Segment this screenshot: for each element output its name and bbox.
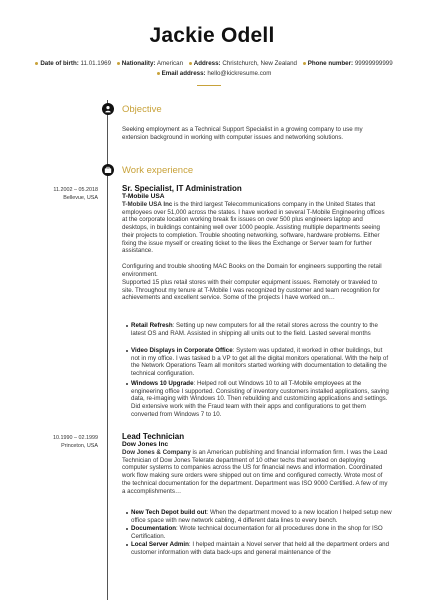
job-paragraph: Supported 15 plus retail stores with their computer equipment issues. Remotely or traveled to site. Throughout my tenure at T-Mobile I was recognized by customer and team recognition for achievements and excellent service. Some of the projects I have worked on…	[122, 279, 381, 302]
nationality-value: American	[156, 60, 184, 67]
job-location: Princeton, USA	[61, 443, 98, 449]
list-item-title: Windows 10 Upgrade	[131, 380, 194, 387]
briefcase-icon	[102, 164, 114, 176]
bullet-dot	[303, 62, 306, 65]
job-title: Lead Technician	[122, 432, 185, 441]
dob-label: Date of birth:	[40, 60, 79, 67]
list-item-text: : System was updated, it worked in other buildings, but not in my office. I was tasked b a VP to get all the digital monitors operational. With the help of the Network Operations Team all monitors started working with documentation to detailing the technical configuration.	[131, 347, 389, 378]
list-item-title: Retail Refresh	[131, 322, 173, 329]
email-value[interactable]: hello@kickresume.com	[207, 70, 272, 77]
job-location: Bellevue, USA	[63, 195, 98, 201]
phone-value: 99999999999	[354, 60, 393, 67]
list-item-title: Local Server Admin	[131, 541, 189, 548]
contact-line-1	[0, 60, 424, 67]
list-item	[131, 509, 392, 524]
list-item-text: : Helped roll out Windows 10 to all T-Mobile employees at the engineering office I supported. Consisting of inventory customers installed applications, saving data, re-imaging with Windows 10. Then rebuilding and customizing applications and settings. Did extensive work with the Fraud team with their apps and configurations to get them converted from Windows 7 to 10.	[131, 380, 389, 418]
bullet-dot	[117, 62, 120, 65]
list-bullet	[126, 528, 130, 532]
list-item-title: New Tech Depot build out	[131, 509, 207, 516]
list-bullet	[126, 544, 130, 548]
list-bullet	[126, 350, 130, 354]
list-item	[131, 541, 392, 556]
job-paragraph: Configuring and trouble shooting MAC Books on the Domain for engineers supporting the retail environment.	[122, 263, 382, 278]
list-item-title: Documentation	[131, 525, 177, 532]
list-item	[131, 525, 392, 540]
candidate-name: Jackie Odell	[149, 24, 275, 47]
nationality-label: Nationality:	[121, 60, 156, 67]
dob-value: 11.01.1969	[80, 60, 112, 67]
bullet-dot	[157, 72, 160, 75]
list-item	[131, 380, 392, 419]
objective-heading: Objective	[122, 104, 162, 115]
bullet-dot	[35, 62, 38, 65]
address-value: Christchurch, New Zealand	[222, 60, 297, 67]
list-item	[131, 347, 392, 378]
bullet-dot	[189, 62, 192, 65]
list-item-text: : Setting up new computers for all the retail stores across the country to the latest OS and RAM. Assisted in shipping all units out to the field. Lasted several months	[131, 322, 378, 337]
list-bullet	[126, 325, 130, 329]
job-dates: 10.1990 – 02.1999	[53, 435, 98, 441]
list-item	[131, 322, 392, 337]
header-divider	[197, 85, 221, 86]
job-company: T-Mobile USA	[122, 193, 165, 200]
list-item-text: : I helped maintain a Novel server that held all the department orders and customer information with data back-ups and general maintenance of the	[131, 541, 390, 556]
job-dates: 11.2002 – 05.2018	[53, 187, 98, 193]
job-company: Dow Jones Inc	[122, 441, 169, 448]
list-bullet	[126, 512, 130, 516]
company-lead: T-Mobile USA Inc	[122, 201, 173, 208]
list-bullet	[126, 383, 130, 387]
company-lead: Dow Jones & Company	[122, 449, 191, 456]
person-icon	[102, 103, 114, 115]
job-description-text: is an American publishing and financial information firm. I was the Lead Technician of Dow Jones Telerate department of 10 other techs that worked on deploying computer systems to companies across the US for financial news and information. Coordinated work flow making sure orders were shipped out on time and configured correctly. Wrote most of the technical documentation for the department. Department was ISO 9000 Certified. A few of my a accomplishments…	[122, 449, 388, 495]
address-label: Address:	[193, 60, 221, 67]
list-item-text: : Wrote technical documentation for all procedures done in the shop for ISO Certification.	[131, 525, 383, 540]
job-description	[122, 201, 390, 255]
job-title: Sr. Specialist, IT Administration	[122, 184, 242, 193]
objective-text: Seeking employment as a Technical Support Specialist in a growing company to use my extension background in working with computer issues and networking solutions.	[122, 126, 363, 141]
list-item-text: : When the department moved to a new location I helped setup new office space with new network cabling, 4 different data lines to every bench.	[131, 509, 392, 524]
email-label: Email address:	[161, 70, 206, 77]
contact-line-2	[0, 70, 424, 77]
job-description-text: is the third largest Telecommunications company in the United States that employees over 51,000 across the states. I have worked in several T-Mobile Engineering offices at the corporate location working break fix issues on over 500 plus engineers laptop and desktops, in buildings containing well over 1000 people. Assisting multiple departments seeing their projects to completion. Trouble shooting networking, software, hardware problems. Either fixing the issue myself or creating ticket to the likes the Exchange or Server team for further assistance.	[122, 201, 385, 255]
work-heading: Work experience	[122, 165, 194, 176]
list-item-title: Video Displays in Corporate Office	[131, 347, 233, 354]
job-description	[122, 449, 390, 495]
phone-label: Phone number:	[307, 60, 354, 67]
